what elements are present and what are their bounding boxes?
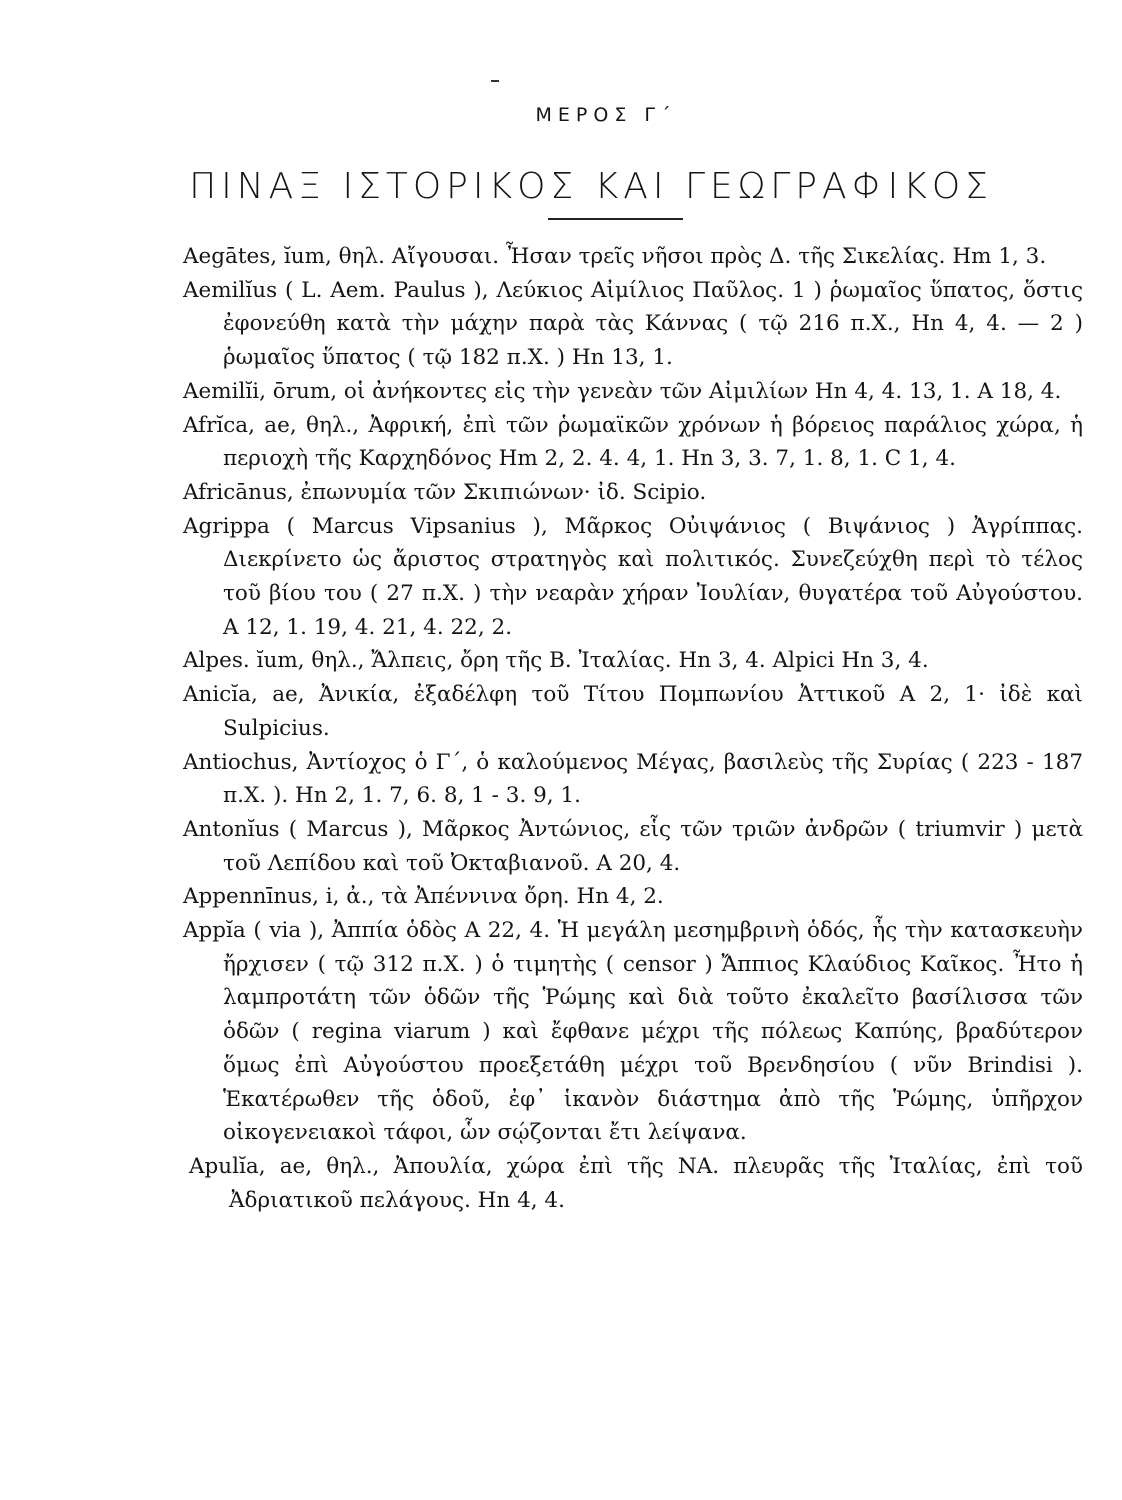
title-rule <box>548 218 683 220</box>
entry-apulia: Apulĭa, ae, θηλ., Ἀπουλία, χώρα ἐπὶ τῆς ΝΑ. πλευρᾶς τῆς Ἰταλίας, ἐπὶ τοῦ Ἀδριατικοῦ πελάγους. Hn 4, 4. <box>189 1153 1083 1213</box>
part-title: ΜΕΡΟΣ Γ΄ <box>535 104 677 126</box>
entry-appia: Appĭa ( via ), Ἀππία ὁδὸς A 22, 4. Ἡ μεγάλη μεσημβρινὴ ὁδός, ἧς τὴν κατασκευὴν ἤρχισεν ( τῷ 312 π.Χ. ) ὁ τιμητὴς ( censor ) Ἄππιος Κλαύδιος Καῖκος. Ἦτο ἡ λαμπροτάτη τῶν ὁδῶν τῆς Ῥώμης καὶ διὰ τοῦτο ἐκαλεῖτο βασίλισσα τῶν ὁδῶν ( regina viarum ) καὶ ἔφθανε μέχρι τῆς πόλεως Καπύης, βραδύτερον ὅμως ἐπὶ Αὐγούστου προεξετάθη μέχρι τοῦ Βρενδησίου ( νῦν Brindisi ). Ἑκατέρωθεν τῆς ὁδοῦ, ἐφ᾽ ἱκανὸν διάστημα ἀπὸ τῆς Ῥώμης, ὑπῆρχον οἰκογενειακοὶ τάφοι, ὧν σῴζονται ἔτι λείψανα. <box>183 918 1083 1146</box>
entry-appenninus: Appennīnus, i, ἀ., τὰ Ἀπέννινα ὄρη. Hn 4, 2. <box>183 884 664 910</box>
entry-antiochus: Antiochus, Ἀντίοχος ὁ Γ΄, ὁ καλούμενος Μέγας, βασιλεὺς τῆς Συρίας ( 223 - 187 π.Χ. ). Hn 2, 1. 7, 6. 8, 1 - 3. 9, 1. <box>183 749 1083 809</box>
entry-aemilius: Aemilĭus ( L. Aem. Paulus ), Λεύκιος Αἰμίλιος Παῦλος. 1 ) ῥωμαῖος ὕπατος, ὅστις ἐφονεύθη κατὰ τὴν μάχην παρὰ τὰς Κάννας ( τῷ 216 π.Χ., Hn 4, 4. — 2 ) ῥωμαῖος ὕπατος ( τῷ 182 π.Χ. ) Hn 13, 1. <box>183 277 1083 371</box>
entry-alpes: Alpes. ĭum, θηλ., Ἄλπεις, ὄρη τῆς Β. Ἰταλίας. Hn 3, 4. Alpici Hn 3, 4. <box>183 648 929 674</box>
entry-aegates: Aegātes, ĭum, θηλ. Αἴγουσαι. Ἦσαν τρεῖς νῆσοι πρὸς Δ. τῆς Σικελίας. Hm 1, 3. <box>183 244 1047 269</box>
entry-agrippa: Agrippa ( Marcus Vipsanius ), Μᾶρκος Οὐιψάνιος ( Βιψάνιος ) Ἀγρίππας. Διεκρίνετο ὡς ἄριστος στρατηγὸς καὶ πολιτικός. Συνεζεύχθη περὶ τὸ τέλος τοῦ βίου του ( 27 π.Χ. ) τὴν νεαρὰν χήραν Ἰουλίαν, θυγατέρα τοῦ Αὐγούστου. A 12, 1. 19, 4. 21, 4. 22, 2. <box>183 513 1083 640</box>
entry-africa: Afrĭca, ae, θηλ., Ἀφρική, ἐπὶ τῶν ῥωμαϊκῶν χρόνων ἡ βόρειος παράλιος χώρα, ἡ περιοχὴ τῆς Καρχηδόνος Hm 2, 2. 4. 4, 1. Hn 3, 3. 7, 1. 8, 1. C 1, 4. <box>183 412 1083 472</box>
index-entries <box>183 240 1083 1217</box>
entry-anicia: Anicĭa, ae, Ἀνικία, ἐξαδέλφη τοῦ Τίτου Πομπωνίου Ἀττικοῦ A 2, 1· ἰδὲ καὶ Sulpicius. <box>183 682 1083 741</box>
page-mark <box>491 80 499 82</box>
entry-africanus: Africānus, ἐπωνυμία τῶν Σκιπιώνων· ἰδ. Scipio. <box>183 479 707 505</box>
entry-aemilii: Aemilĭi, ōrum, οἱ ἀνήκοντες εἰς τὴν γενεὰν τῶν Αἰμιλίων Hn 4, 4. 13, 1. A 18, 4. <box>183 378 1062 404</box>
index-title: ΠΙΝΑΞ ΙΣΤΟΡΙΚΟΣ ΚΑΙ ΓΕΩΓΡΑΦΙΚΟΣ <box>189 166 993 207</box>
entry-antonius: Antonĭus ( Marcus ), Μᾶρκος Ἀντώνιος, εἷς τῶν τριῶν ἀνδρῶν ( triumvir ) μετὰ τοῦ Λεπίδου καὶ τοῦ Ὀκταβιανοῦ. A 20, 4. <box>183 816 1083 876</box>
